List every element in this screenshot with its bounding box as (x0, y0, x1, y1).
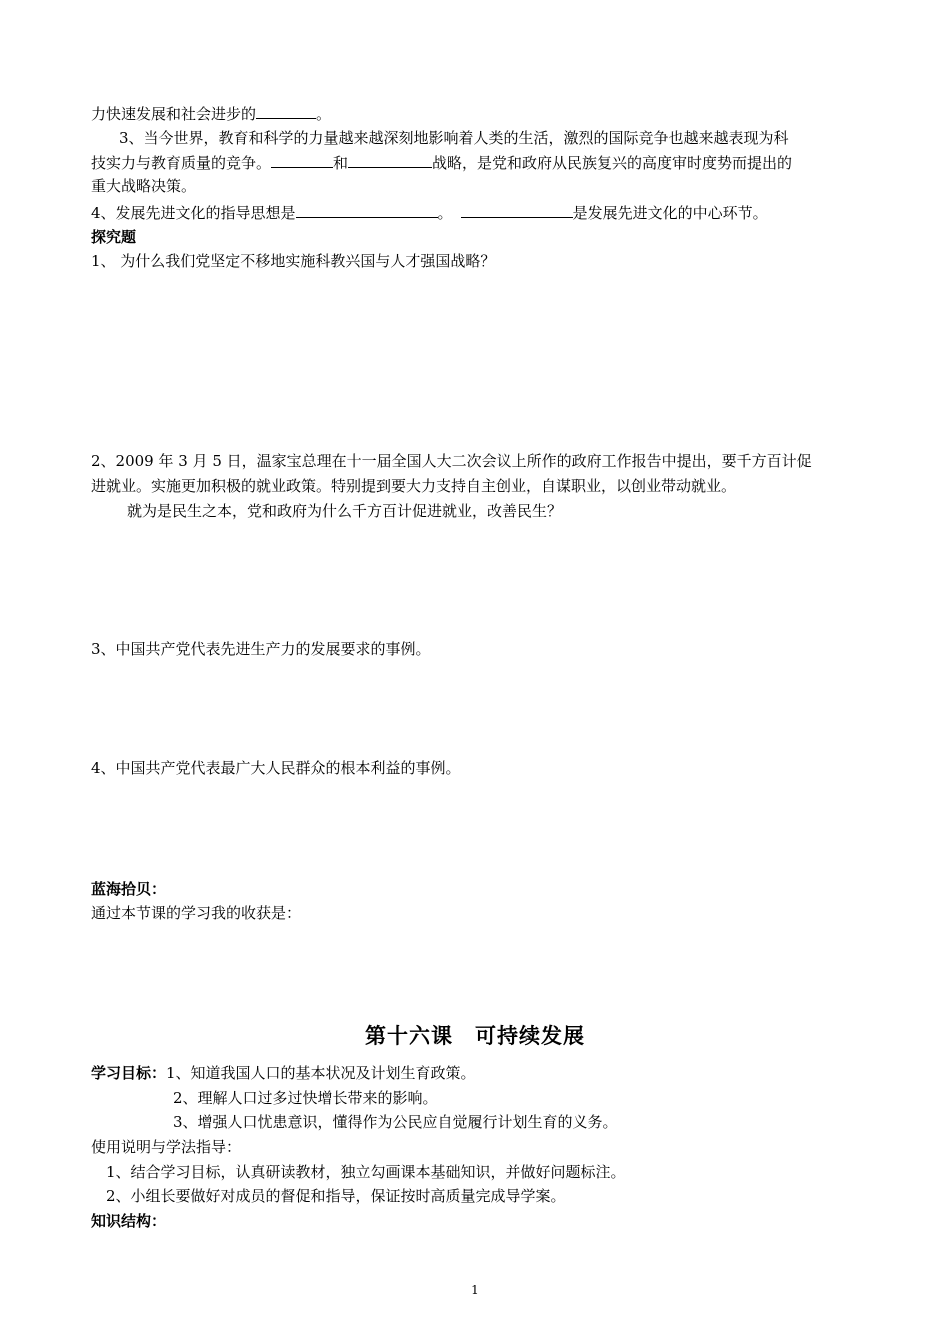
fill-in-text: 4、发展先进文化的指导思想是 (91, 204, 296, 222)
learning-goals (91, 1062, 476, 1084)
harvest-heading: 蓝海拾贝： (91, 880, 167, 898)
explore-question-1: 1、 为什么我们党坚定不移地实施科教兴国与人才强国战略？ (91, 252, 496, 270)
fill-in-text: 技实力与教育质量的竞争。 (91, 154, 272, 172)
lesson-title: 第十六课 可持续发展 (365, 1024, 585, 1048)
explore-question-2-line-1: 2、2009 年 3 月 5 日，温家宝总理在十一届全国人大二次会议上所作的政府工作报告中提出，要千方百计促 (91, 452, 812, 470)
usage-item-1: 1、结合学习目标，认真研读教材，独立勾画课本基础知识，并做好问题标注。 (106, 1163, 626, 1181)
explore-question-3: 3、中国共产党代表先进生产力的发展要求的事例。 (91, 640, 431, 658)
knowledge-structure-label: 知识结构： (91, 1212, 167, 1230)
usage-item-2: 2、小组长要做好对成员的督促和指导，保证按时高质量完成导学案。 (106, 1187, 566, 1205)
fill-in-text: 。 (316, 105, 332, 123)
explore-question-4: 4、中国共产党代表最广大人民群众的根本利益的事例。 (91, 759, 461, 777)
explore-question-2-line-3: 就为是民生之本，党和政府为什么千方百计促进就业，改善民生？ (127, 502, 563, 520)
learning-goal-3: 3、增强人口忧患意识，懂得作为公民应自觉履行计划生育的义务。 (173, 1113, 618, 1131)
learning-goal-1: 1、知道我国人口的基本状况及计划生育政策。 (166, 1064, 476, 1082)
answer-blank[interactable] (348, 151, 432, 168)
answer-blank[interactable] (296, 201, 438, 218)
learning-goal-2: 2、理解人口过多过快增长带来的影响。 (173, 1089, 438, 1107)
fill-in-text: 。 (437, 204, 453, 222)
learning-goals-label: 学习目标： (91, 1064, 167, 1082)
harvest-text: 通过本节课的学习我的收获是： (91, 904, 302, 922)
usage-label: 使用说明与学法指导： (91, 1138, 242, 1156)
answer-blank[interactable] (461, 201, 573, 218)
fill-in-text: 和 (333, 154, 349, 172)
explore-heading: 探究题 (91, 228, 137, 246)
explore-question-2-line-2: 进就业。实施更加积极的就业政策。特别提到要大力支持自主创业，自谋职业，以创业带动就业。 (91, 477, 737, 495)
question-3-line-3: 重大战略决策。 (91, 177, 197, 195)
answer-blank[interactable] (256, 102, 316, 119)
fill-in-line-1 (91, 102, 331, 125)
question-3-line-2 (91, 151, 792, 174)
fill-in-text: 是发展先进文化的中心环节。 (572, 204, 768, 222)
answer-blank[interactable] (271, 151, 333, 168)
question-4-line (91, 201, 768, 224)
fill-in-text: 力快速发展和社会进步的 (91, 105, 257, 123)
question-3-line-1: 3、当今世界，教育和科学的力量越来越深刻地影响着人类的生活，激烈的国际竞争也越来越表现为科 (119, 129, 789, 147)
fill-in-text: 战略，是党和政府从民族复兴的高度审时度势而提出的 (432, 154, 793, 172)
page-number: 1 (471, 1283, 479, 1297)
